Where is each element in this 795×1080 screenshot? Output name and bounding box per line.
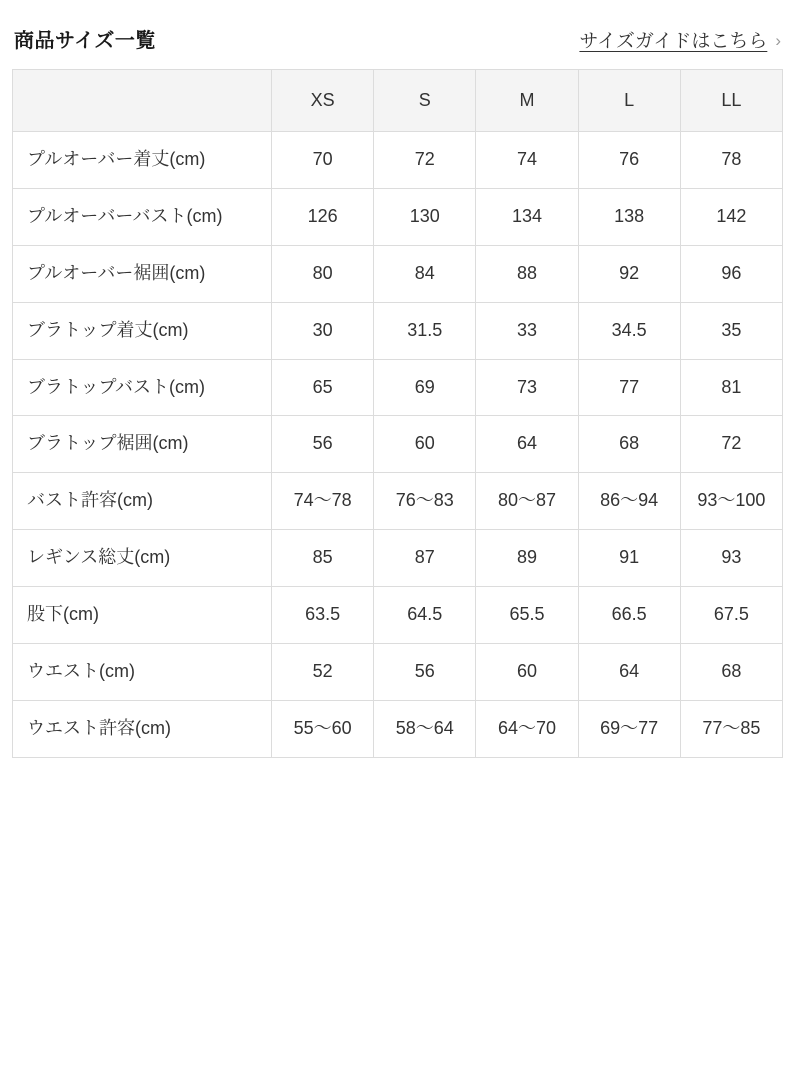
table-cell: 73 (476, 359, 578, 416)
table-cell: 69 (374, 359, 476, 416)
table-cell: 76 (578, 132, 680, 189)
size-table-body (13, 132, 783, 758)
table-cell: 142 (680, 188, 782, 245)
table-cell: 93〜100 (680, 473, 782, 530)
table-cell: 88 (476, 245, 578, 302)
table-cell: 80〜87 (476, 473, 578, 530)
table-row (13, 302, 783, 359)
table-cell: 55〜60 (272, 700, 374, 757)
table-cell: 56 (374, 644, 476, 701)
table-cell: 77〜85 (680, 700, 782, 757)
page-title: 商品サイズ一覧 (14, 30, 156, 52)
table-cell: 130 (374, 188, 476, 245)
table-row (13, 700, 783, 757)
table-row (13, 245, 783, 302)
table-cell: 35 (680, 302, 782, 359)
section-header (12, 0, 783, 69)
table-cell: 64.5 (374, 587, 476, 644)
column-header-ll: LL (680, 70, 782, 132)
table-cell: 134 (476, 188, 578, 245)
table-row (13, 473, 783, 530)
table-row (13, 416, 783, 473)
row-header-label: プルオーバー裾囲(cm) (13, 245, 272, 302)
column-header-m: M (476, 70, 578, 132)
table-row (13, 359, 783, 416)
table-cell: 68 (680, 644, 782, 701)
table-cell: 87 (374, 530, 476, 587)
table-cell: 96 (680, 245, 782, 302)
table-cell: 63.5 (272, 587, 374, 644)
table-cell: 81 (680, 359, 782, 416)
table-cell: 66.5 (578, 587, 680, 644)
table-cell: 93 (680, 530, 782, 587)
table-cell: 33 (476, 302, 578, 359)
column-header-s: S (374, 70, 476, 132)
chevron-right-icon: › (775, 31, 781, 50)
table-cell: 92 (578, 245, 680, 302)
table-cell: 65 (272, 359, 374, 416)
column-header-l: L (578, 70, 680, 132)
table-cell: 80 (272, 245, 374, 302)
table-cell: 68 (578, 416, 680, 473)
table-header-row (13, 70, 783, 132)
table-cell: 126 (272, 188, 374, 245)
table-cell: 72 (680, 416, 782, 473)
row-header-label: バスト許容(cm) (13, 473, 272, 530)
table-cell: 74〜78 (272, 473, 374, 530)
table-row (13, 132, 783, 189)
table-cell: 138 (578, 188, 680, 245)
table-cell: 78 (680, 132, 782, 189)
table-cell: 64 (476, 416, 578, 473)
row-header-label: ウエスト(cm) (13, 644, 272, 701)
table-cell: 91 (578, 530, 680, 587)
table-cell: 67.5 (680, 587, 782, 644)
row-header-label: ブラトップ着丈(cm) (13, 302, 272, 359)
row-header-label: ウエスト許容(cm) (13, 700, 272, 757)
row-header-label: ブラトップバスト(cm) (13, 359, 272, 416)
table-row (13, 530, 783, 587)
table-corner-cell (13, 70, 272, 132)
size-table (12, 69, 783, 758)
row-header-label: 股下(cm) (13, 587, 272, 644)
size-guide-link-label: サイズガイドはこちら (579, 31, 768, 52)
table-row (13, 587, 783, 644)
table-cell: 65.5 (476, 587, 578, 644)
table-cell: 74 (476, 132, 578, 189)
table-cell: 69〜77 (578, 700, 680, 757)
table-cell: 58〜64 (374, 700, 476, 757)
row-header-label: プルオーバーバスト(cm) (13, 188, 272, 245)
table-cell: 60 (374, 416, 476, 473)
table-cell: 72 (374, 132, 476, 189)
table-cell: 84 (374, 245, 476, 302)
table-cell: 56 (272, 416, 374, 473)
table-cell: 52 (272, 644, 374, 701)
column-header-xs: XS (272, 70, 374, 132)
table-cell: 89 (476, 530, 578, 587)
table-cell: 76〜83 (374, 473, 476, 530)
table-cell: 64 (578, 644, 680, 701)
table-cell: 60 (476, 644, 578, 701)
table-cell: 86〜94 (578, 473, 680, 530)
table-cell: 64〜70 (476, 700, 578, 757)
row-header-label: プルオーバー着丈(cm) (13, 132, 272, 189)
table-cell: 70 (272, 132, 374, 189)
row-header-label: ブラトップ裾囲(cm) (13, 416, 272, 473)
table-row (13, 188, 783, 245)
size-guide-link[interactable] (579, 26, 781, 53)
table-cell: 77 (578, 359, 680, 416)
table-cell: 34.5 (578, 302, 680, 359)
row-header-label: レギンス総丈(cm) (13, 530, 272, 587)
table-cell: 85 (272, 530, 374, 587)
size-table-head (13, 70, 783, 132)
table-row (13, 644, 783, 701)
table-cell: 31.5 (374, 302, 476, 359)
table-cell: 30 (272, 302, 374, 359)
